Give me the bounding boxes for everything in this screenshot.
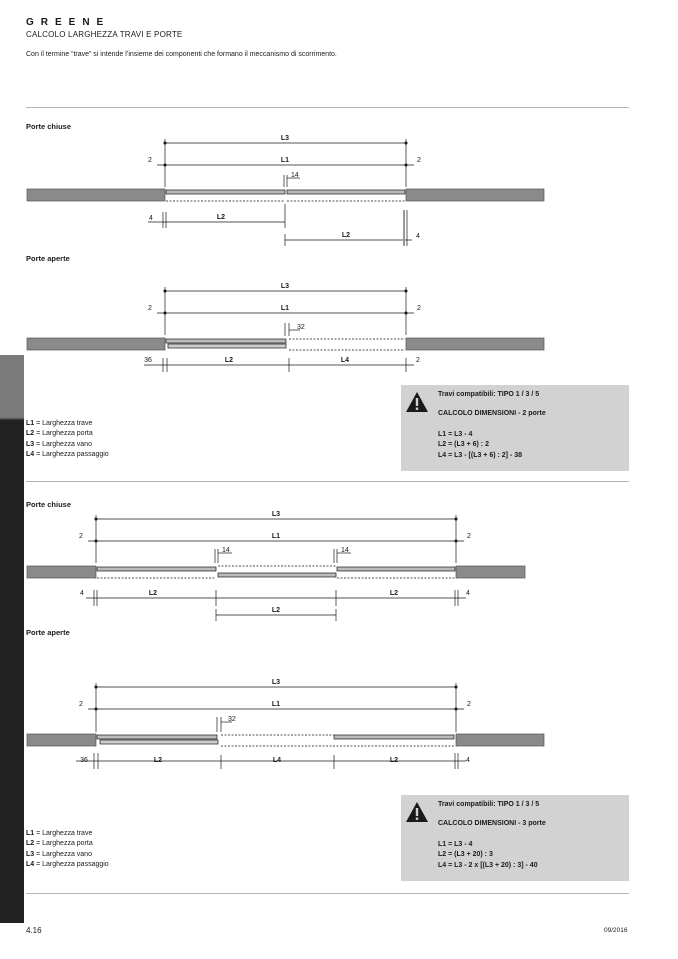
legend-item: L2 = Larghezza porta <box>26 840 93 848</box>
s2c-l2c: L2 <box>389 590 399 597</box>
box-title: Travi compatibili: TIPO 1 / 3 / 5 <box>438 391 540 398</box>
s1c-l2: L2 <box>216 214 226 221</box>
formula-line: L4 = L3 - 2 x [(L3 + 20) : 3] - 40 <box>438 861 538 869</box>
s1o-l3: L3 <box>280 283 290 290</box>
s2o-l1: L1 <box>271 701 281 708</box>
section2-legend <box>26 829 109 870</box>
s2o-l2a: L2 <box>153 757 163 764</box>
edition-date: 09/2016 <box>604 927 628 934</box>
s1c-l1: L1 <box>280 157 290 164</box>
s2o-side-right: 2 <box>467 701 471 708</box>
s2c-l2a: L2 <box>148 590 158 597</box>
s1o-right-off: 2 <box>416 357 420 364</box>
s2-closed-diagram <box>27 515 525 621</box>
s2o-gap: 32 <box>228 716 236 723</box>
s1o-side-left: 2 <box>148 305 152 312</box>
s2c-l3: L3 <box>271 511 281 518</box>
s1-closed-diagram <box>27 139 544 246</box>
box-formulas <box>438 430 522 461</box>
s2c-l2b: L2 <box>271 607 281 614</box>
intro-text: Con il termine “trave” si intende l’insieme dei componenti che formano il meccanismo di scorrimento. <box>26 51 337 58</box>
s2c-side-left: 2 <box>79 533 83 540</box>
s1c-right-off: 4 <box>416 233 420 240</box>
s2o-l2b: L2 <box>389 757 399 764</box>
s1o-gap: 32 <box>297 324 305 331</box>
section2-info-box <box>401 795 629 881</box>
s1c-side-left: 2 <box>148 157 152 164</box>
legend-item: L1 = Larghezza trave <box>26 830 93 837</box>
s1o-side-right: 2 <box>417 305 421 312</box>
s2c-left-off: 4 <box>80 590 84 597</box>
s2o-left-off: 36 <box>80 757 88 764</box>
legend-item: L4 = Larghezza passaggio <box>26 860 109 868</box>
s2o-l4: L4 <box>272 757 282 764</box>
s1-open-diagram <box>27 287 544 372</box>
s2c-side-right: 2 <box>467 533 471 540</box>
s1o-left-off: 36 <box>144 357 152 364</box>
section2-closed-label: Porte chiuse <box>26 500 72 509</box>
s2c-l1: L1 <box>271 533 281 540</box>
section1-closed-label: Porte chiuse <box>26 122 72 131</box>
box-calc-heading: CALCOLO DIMENSIONI - 2 porte <box>438 410 546 417</box>
page-number: 4.16 <box>26 926 42 935</box>
section1-open-label: Porte aperte <box>26 254 70 263</box>
warning-icon <box>405 801 429 823</box>
box-title: Travi compatibili: TIPO 1 / 3 / 5 <box>438 801 540 808</box>
section1-legend <box>26 419 109 460</box>
formula-line: L4 = L3 - [(L3 + 6) : 2] - 38 <box>438 451 523 459</box>
s1o-l1: L1 <box>280 305 290 312</box>
s1c-gap: 14 <box>291 172 299 179</box>
formula-line: L1 = L3 - 4 <box>438 841 473 848</box>
s2o-side-left: 2 <box>79 701 83 708</box>
legend-item: L3 = Larghezza vano <box>26 850 92 858</box>
legend-item: L1 = Larghezza trave <box>26 420 93 427</box>
s2o-l3: L3 <box>271 679 281 686</box>
page-subtitle: CALCOLO LARGHEZZA TRAVI E PORTE <box>26 30 183 39</box>
s2o-right-off: 4 <box>466 757 470 764</box>
s1c-left-off: 4 <box>149 215 153 222</box>
s1o-l4: L4 <box>340 357 350 364</box>
section2-open-label: Porte aperte <box>26 628 70 637</box>
s2c-gap1: 14 <box>222 547 230 554</box>
legend-item: L3 = Larghezza vano <box>26 440 92 448</box>
s1c-side-right: 2 <box>417 157 421 164</box>
formula-line: L2 = (L3 + 6) : 2 <box>438 441 489 449</box>
brand-title: GREENE <box>26 17 111 28</box>
section1-info-box <box>401 385 629 471</box>
warning-icon <box>405 391 429 413</box>
legend-item: L4 = Larghezza passaggio <box>26 450 109 458</box>
legend-item: L2 = Larghezza porta <box>26 430 93 438</box>
formula-line: L2 = (L3 + 20) : 3 <box>438 851 493 859</box>
s1o-l2: L2 <box>224 357 234 364</box>
s2c-gap2: 14 <box>341 547 349 554</box>
s1c-l2b: L2 <box>341 232 351 239</box>
box-formulas <box>438 840 538 871</box>
s1c-l3: L3 <box>280 135 290 142</box>
formula-line: L1 = L3 - 4 <box>438 431 473 438</box>
s2c-right-off: 4 <box>466 590 470 597</box>
box-calc-heading: CALCOLO DIMENSIONI - 3 porte <box>438 820 546 827</box>
